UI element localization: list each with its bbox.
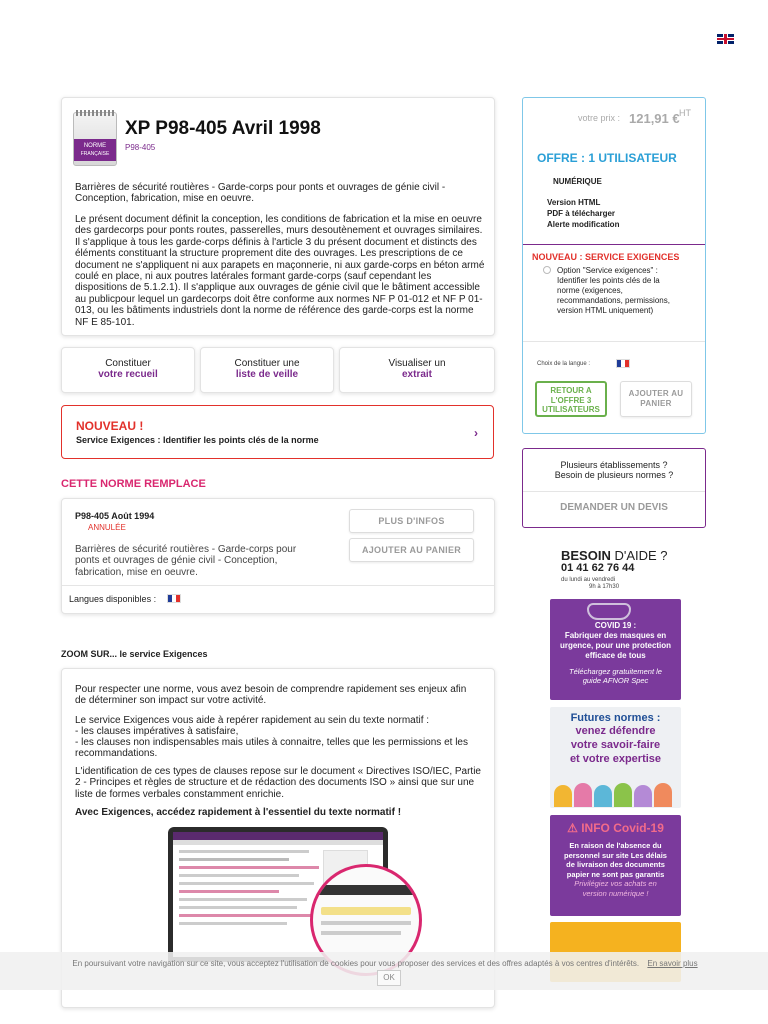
futures-line2: venez défendre	[575, 725, 656, 737]
french-flag-icon[interactable]	[616, 359, 630, 368]
mask-icon	[587, 603, 631, 620]
status-badge: ANNULÉE	[88, 523, 126, 532]
feature-item: PDF à télécharger	[547, 209, 616, 218]
add-to-cart-button[interactable]: AJOUTER AU PANIER	[349, 538, 474, 562]
action-line1: Constituer	[105, 358, 151, 369]
option-text: Option "Service exigences" : Identifier les points clés de la norme (exigences, recommandations, permissions, version HTML uniquement)	[557, 266, 670, 315]
action-line2: liste de veille	[235, 369, 299, 380]
action-line1: Constituer une	[234, 358, 300, 369]
cookie-bar	[0, 952, 768, 990]
replaced-norm-title: P98-405 Août 1994	[75, 511, 155, 521]
futures-line3: votre savoir-faire	[570, 739, 661, 751]
nouveau-banner[interactable]	[61, 405, 494, 459]
zoom-list-item-1: - les clauses impératives à satisfaire,	[75, 726, 239, 737]
help-title-rest: D'AIDE ?	[610, 548, 668, 563]
badge-line2: FRANÇAISE	[80, 151, 110, 157]
action-line2: votre recueil	[98, 369, 158, 380]
option-radio[interactable]	[543, 266, 551, 274]
help-phone[interactable]: 01 41 62 76 44	[561, 562, 635, 574]
cookie-text: En poursuivant votre navigation sur ce site, vous acceptez l'utilisation de cookies pour vous proposer des services et des offres adaptés à vos centres d'intérêts.	[72, 959, 640, 968]
covid-sub: Téléchargez gratuitement le guide AFNOR Spec	[569, 667, 662, 685]
norm-summary: Barrières de sécurité routières - Garde-corps pour ponts et ouvrages de génie civil - Conception, fabrication, mise en oeuvre.	[75, 182, 446, 205]
add-to-cart-button[interactable]: AJOUTER AU PANIER	[620, 381, 692, 417]
norm-badge-icon	[73, 112, 117, 166]
covid-masks-banner[interactable]	[550, 599, 681, 700]
futures-line4: et votre expertise	[569, 753, 662, 765]
nouveau-text: Service Exigences : Identifier les points clés de la norme	[76, 435, 319, 445]
info-covid-text: En raison de l'absence du personnel sur site Les délais de livraison des documents papier ne sont pas garantis	[564, 841, 667, 879]
warning-icon: ⚠	[567, 821, 582, 835]
languages-label: Langues disponibles :	[69, 594, 157, 604]
replaced-norm-card	[61, 498, 495, 614]
futures-normes-banner[interactable]	[550, 707, 681, 808]
zoom-paragraph-4: Avec Exigences, accédez rapidement à l'essentiel du texte normatif !	[75, 807, 402, 818]
covid-title: COVID 19 :	[594, 621, 637, 630]
futures-line1: Futures normes :	[570, 712, 661, 724]
replaces-heading: CETTE NORME REMPLACE	[61, 478, 206, 490]
feature-item: Alerte modification	[547, 220, 620, 229]
price-value: 121,91 €	[629, 111, 680, 126]
nouveau-title: NOUVEAU !	[76, 419, 144, 433]
create-watchlist-button[interactable]	[200, 347, 334, 393]
help-hours2: 9h à 17h30	[589, 584, 620, 590]
feature-item: Version HTML	[547, 198, 601, 207]
help-title-bold: BESOIN	[561, 548, 611, 563]
quote-box	[522, 448, 706, 528]
info-covid-sub: Privilégiez vos achats en version numérique !	[574, 879, 657, 898]
covid-text: Fabriquer des masques en urgence, pour une protection efficace de tous	[559, 631, 672, 660]
french-flag-icon	[167, 594, 181, 603]
features-list	[547, 197, 619, 230]
page-title: XP P98-405 Avril 1998	[125, 118, 321, 139]
create-collection-button[interactable]	[61, 347, 195, 393]
info-covid-banner[interactable]	[550, 815, 681, 916]
help-title	[561, 548, 668, 563]
people-icon	[554, 785, 572, 807]
more-info-button[interactable]: PLUS D'INFOS	[349, 509, 474, 533]
cookie-ok-button[interactable]: OK	[377, 970, 401, 986]
format-label: NUMÉRIQUE	[553, 177, 602, 186]
cookie-more-link[interactable]: En savoir plus	[647, 959, 698, 968]
english-flag-icon[interactable]	[717, 34, 734, 44]
offer-label: OFFRE : 1 UTILISATEUR	[537, 151, 677, 165]
nouveau-service-label: NOUVEAU : SERVICE EXIGENCES	[532, 252, 680, 262]
zoom-paragraph-3: L'identification de ces types de clauses repose sur le document « Directives ISO/IEC, Partie 2 - Principes et règles de structure et de rédaction des documents ISO » ainsi que sur une liste de formes verbales constamment enrichie.	[75, 766, 481, 800]
price-suffix: HT	[679, 108, 691, 118]
price-label: votre prix :	[578, 113, 621, 123]
cookie-text-wrap	[70, 958, 700, 986]
zoom-heading: ZOOM SUR... le service Exigences	[61, 649, 208, 659]
norm-ref: P98-405	[125, 143, 156, 152]
view-extract-button[interactable]	[339, 347, 495, 393]
replaced-norm-summary: Barrières de sécurité routières - Garde-corps pour ponts et ouvrages de génie civil - Conception, fabrication, mise en oeuvre.	[75, 544, 297, 578]
norm-description: Le présent document définit la conception, les conditions de fabrication et la mise en oeuvre des gardecorps pour ponts routes, passerelles, murs desoutènement et ouvrages similaires. Il s'applique à tous les garde-corps définis à l'article 3 du présent document et distincts des éléments constituant la structure proprement dite des ouvrages. Les prescriptions de ce document ne s'appliquent ni aux parapets en maçonnerie, ni aux garde-corps en béton armé coulé en place, ni aux poutres latérales formant garde-corps (sauf cependant les dispositions de 5.1.2.1). Il s'applique aux ouvrages de génie civil que le bâtiment accessible au publicpour lequel un gardecorps doit être conforme aux normes NF P 01-012 et NF P 01-013, ou les bâtiments industriels dont la norme de référence des garde-corps est la norme NF E 85-101.	[75, 214, 485, 328]
info-title-text: INFO Covid-19	[581, 821, 664, 835]
price-box	[522, 97, 706, 434]
norm-card	[61, 97, 495, 336]
action-line2: extrait	[401, 369, 432, 380]
back-to-3-users-button[interactable]: RETOUR A L'OFFRE 3 UTILISATEURS	[535, 381, 607, 417]
zoom-paragraph-1: Pour respecter une norme, vous avez besoin de comprendre rapidement ses enjeux afin de déterminer son impact sur votre activité.	[75, 684, 467, 707]
devis-line2: Besoin de plusieurs normes ?	[554, 470, 674, 480]
devis-line1: Plusieurs établissements ?	[560, 460, 668, 470]
help-hours1: du lundi au vendredi	[561, 577, 616, 583]
zoom-paragraph-2: Le service Exigences vous aide à repérer rapidement au sein du texte normatif :	[75, 715, 430, 726]
zoom-list-item-2: - les clauses non indispensables mais utiles à connaitre, telles que les permissions et les recommandations.	[75, 737, 468, 760]
info-covid-title	[550, 821, 681, 835]
language-choice-label: Choix de la langue :	[537, 361, 591, 367]
action-line1: Visualiser un	[388, 358, 446, 369]
request-quote-button[interactable]: DEMANDER UN DEVIS	[560, 502, 668, 513]
badge-line1: NORME	[83, 143, 107, 149]
chevron-right-icon: ›	[474, 426, 478, 440]
